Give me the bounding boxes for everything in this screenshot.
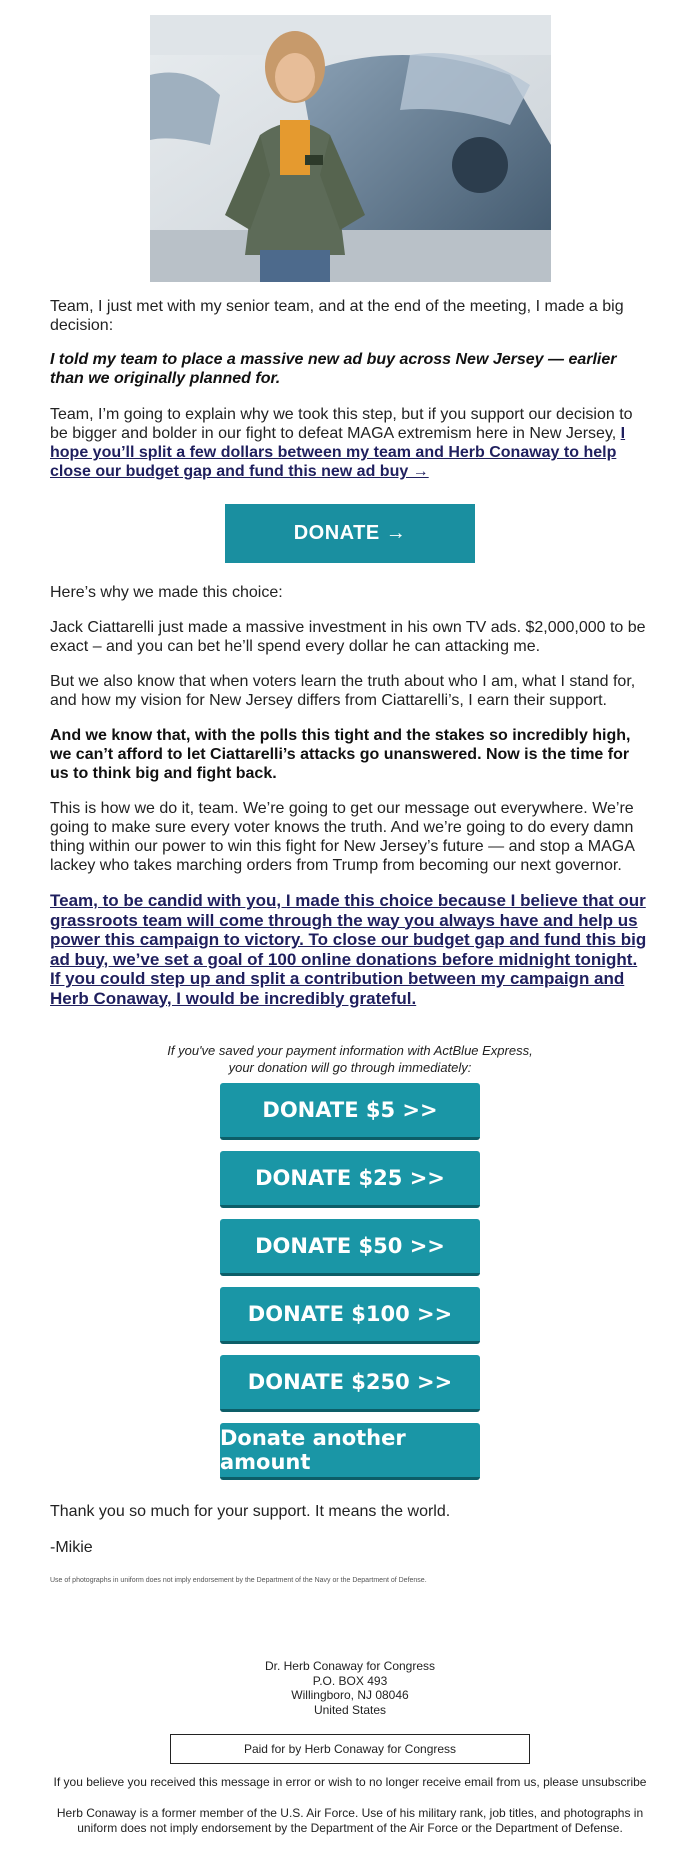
unsubscribe-link[interactable]: If you believe you received this message in error or wish to no longer receive email from us, please unsubscribe [53,1775,647,1789]
thanks-text: Thank you so much for your support. It means the world. [50,1503,451,1520]
express-note-line-2: your donation will go through immediately: [228,1060,472,1075]
decision-text: I told my team to place a massive new ad buy across New Jersey — earlier than we originally planned for. [50,351,617,387]
air-force-disclaimer: Herb Conaway is a former member of the U.S. Air Force. Use of his military rank, job titles, and photographs in uniform does not imply endorsement by the Department of the Air Force or the Department of Defense. [56,1806,644,1835]
candid-link[interactable] [50,891,650,1008]
candid-link-text[interactable]: Team, to be candid with you, I made this choice because I believe that our grassroots team will come through the way you always have and help us power this campaign to victory. To close our budget gap and fund this big ad buy, we’ve set a goal of 100 online donations before midnight tonight. If you could step up and split a contribution between my campaign and Herb Conaway, I would be incredibly grateful. [50,891,647,1008]
split-donation-link[interactable]: I hope you’ll split a few dollars between my team and Herb Conaway to help close our budget gap and fund this new ad buy → [50,425,626,480]
ciattarelli-paragraph: Jack Ciattarelli just made a massive investment in his own TV ads. $2,000,000 to be exact – and you can bet he’ll spend every dollar he can attacking me. [50,619,646,655]
intro-text: Team, I just met with my senior team, and at the end of the meeting, I made a big decision: [50,298,624,334]
navy-disclaimer: Use of photographs in uniform does not imply endorsement by the Department of the Navy or the Department of Defense. [50,1577,427,1584]
donate-main-button[interactable]: DONATE → [225,504,475,563]
address-country: United States [313,1703,387,1717]
donate-250-button[interactable]: DONATE $250 >> [220,1355,480,1412]
paid-for-box [170,1734,530,1764]
donate-other-amount-button[interactable]: Donate another amount [220,1423,480,1480]
donate-25-button[interactable]: DONATE $25 >> [220,1151,480,1208]
donate-100-button[interactable]: DONATE $100 >> [220,1287,480,1344]
paid-for-text: Paid for by Herb Conaway for Congress [243,1742,457,1756]
address-city: Willingboro, NJ 08046 [291,1688,409,1702]
why-text: Here’s why we made this choice: [50,584,283,601]
explain-lead: Team, I’m going to explain why we took this step, but if you support our decision to be bigger and bolder in our fight to defeat MAGA extremism here in New Jersey, [50,406,633,442]
hero-photo [150,15,551,282]
how-paragraph: This is how we do it, team. We’re going to get our message out everywhere. We’re going to make sure every voter knows the truth. And we’re going to do every damn thing within our power to win this fight for New Jersey’s future — and stop a MAGA lackey who takes marching orders from Trump from becoming our next governor. [50,800,634,874]
polls-paragraph: And we know that, with the polls this tight and the stakes so incredibly high, we can’t afford to let Ciattarelli’s attacks go unanswered. Now is the time for us to think big and fight back. [50,727,631,782]
address-name: Dr. Herb Conaway for Congress [264,1659,436,1673]
donate-50-button[interactable]: DONATE $50 >> [220,1219,480,1276]
express-note-line-1: If you've saved your payment information with ActBlue Express, [167,1043,533,1058]
donate-5-button[interactable]: DONATE $5 >> [220,1083,480,1140]
signoff-text: -Mikie [50,1539,93,1556]
unsubscribe-text[interactable] [40,1775,660,1790]
voters-paragraph: But we also know that when voters learn the truth about who I am, what I stand for, and how my vision for New Jersey differs from Ciattarelli’s, I earn their support. [50,673,636,709]
address-po-box: P.O. BOX 493 [312,1674,388,1688]
explain-text [50,405,650,481]
